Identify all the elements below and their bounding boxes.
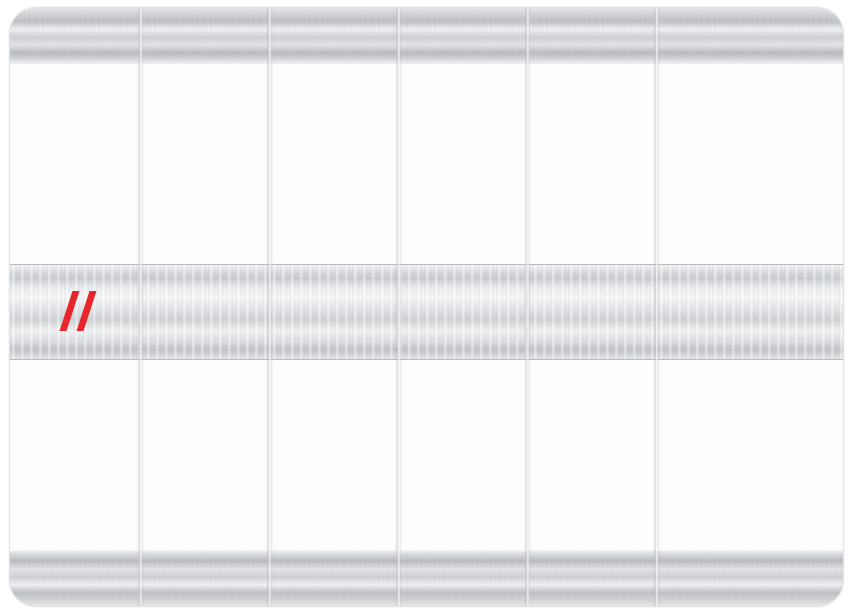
months-first-half [10,66,843,264]
double-slash-icon [62,289,104,333]
year-banner [10,264,843,358]
top-metal-band [10,8,843,64]
calendar-card [10,8,843,606]
bottom-metal-band [10,550,843,606]
brushed-texture [10,8,843,64]
months-second-half [10,360,843,558]
brushed-texture [10,550,843,606]
